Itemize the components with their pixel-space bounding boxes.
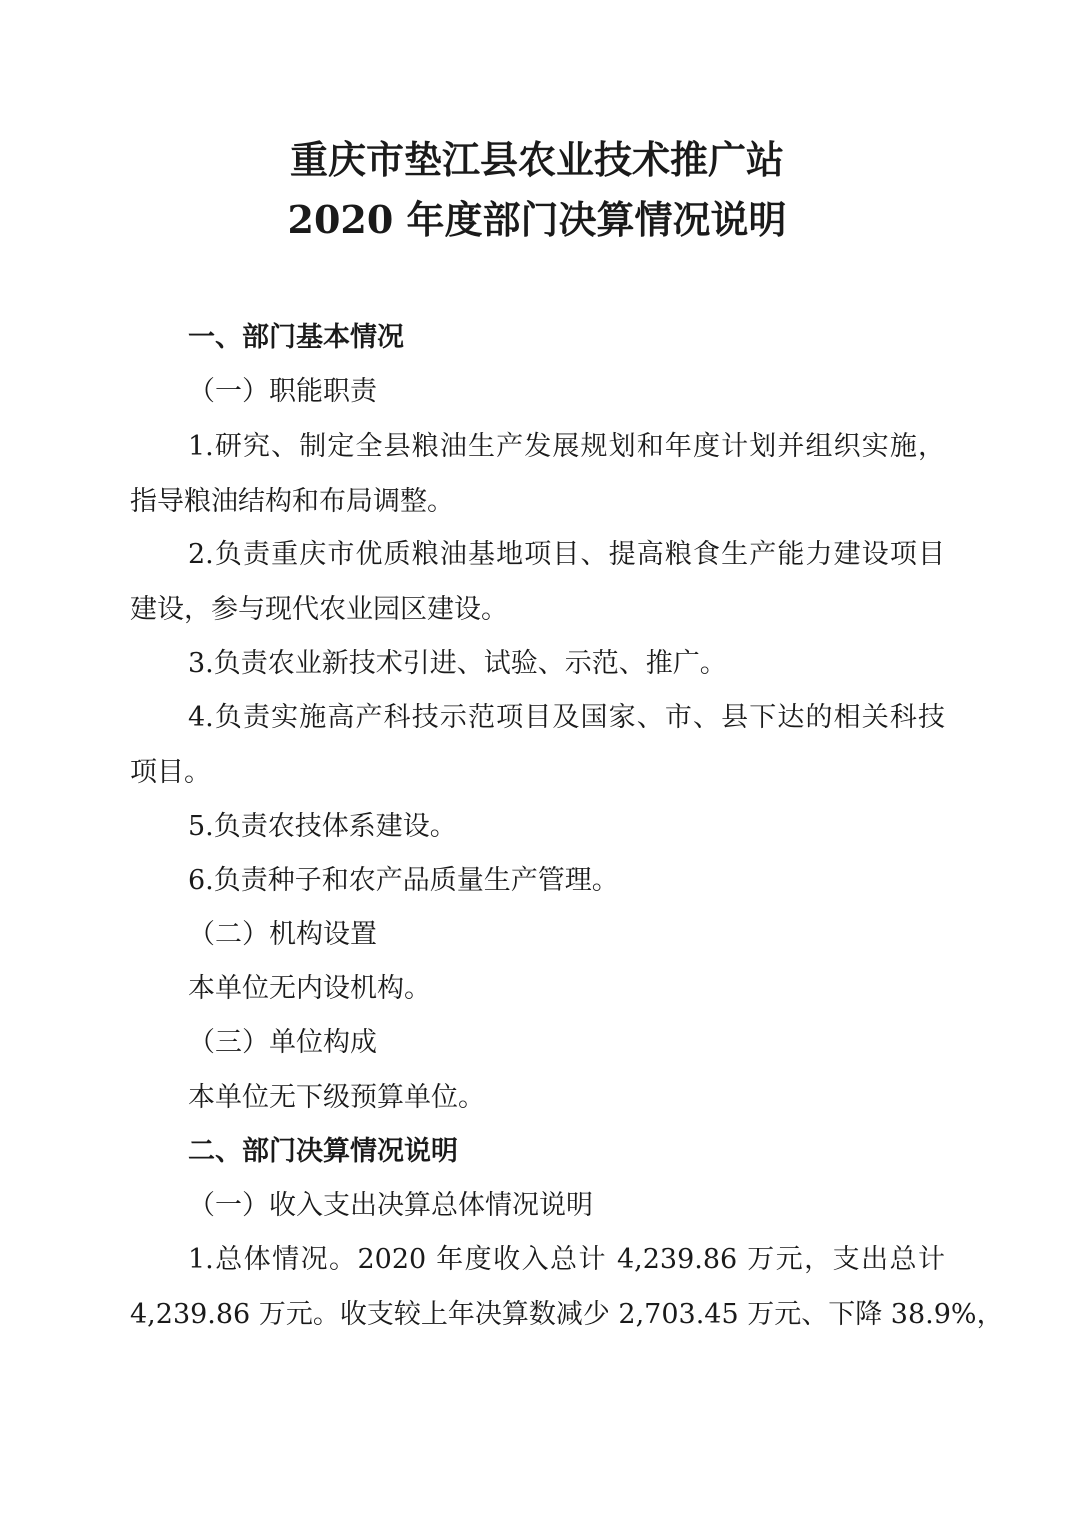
org-structure-text: 本单位无内设机构。 (188, 973, 431, 1004)
document-title-line-2: 2020 年度部门决算情况说明 (287, 197, 787, 242)
overview-para-line-2: 4,239.86 万元。收支较上年决算数减少 2,703.45 万元、下降 38.9%， (130, 1299, 1004, 1330)
duty-item-4-line-1: 4.负责实施高产科技示范项目及国家、市、县下达的相关科技 (188, 702, 945, 733)
duty-item-1-line-2: 指导粮油结构和布局调整。 (130, 486, 454, 517)
duty-item-3: 3.负责农业新技术引进、试验、示范、推广。 (188, 648, 727, 679)
duty-item-2-line-1: 2.负责重庆市优质粮油基地项目、提高粮食生产能力建设项目 (188, 539, 945, 570)
section-1-sub-2-heading: （二）机构设置 (188, 919, 377, 950)
section-1-heading: 一、部门基本情况 (188, 322, 404, 353)
section-2-sub-1-heading: （一）收入支出决算总体情况说明 (188, 1190, 593, 1221)
section-1-sub-3-heading: （三）单位构成 (188, 1027, 377, 1058)
section-1-sub-1-heading: （一）职能职责 (188, 376, 377, 407)
section-2-heading: 二、部门决算情况说明 (188, 1136, 458, 1167)
duty-item-6: 6.负责种子和农产品质量生产管理。 (188, 865, 619, 896)
overview-para-line-1: 1.总体情况。2020 年度收入总计 4,239.86 万元，支出总计 (188, 1244, 945, 1275)
unit-composition-text: 本单位无下级预算单位。 (188, 1082, 485, 1113)
duty-item-1-line-1: 1.研究、制定全县粮油生产发展规划和年度计划并组织实施， (188, 431, 945, 462)
document-title-line-1: 重庆市垫江县农业技术推广站 (289, 137, 784, 182)
duty-item-4-line-2: 项目。 (130, 757, 211, 788)
duty-item-5: 5.负责农技体系建设。 (188, 811, 457, 842)
duty-item-2-line-2: 建设，参与现代农业园区建设。 (130, 594, 508, 625)
